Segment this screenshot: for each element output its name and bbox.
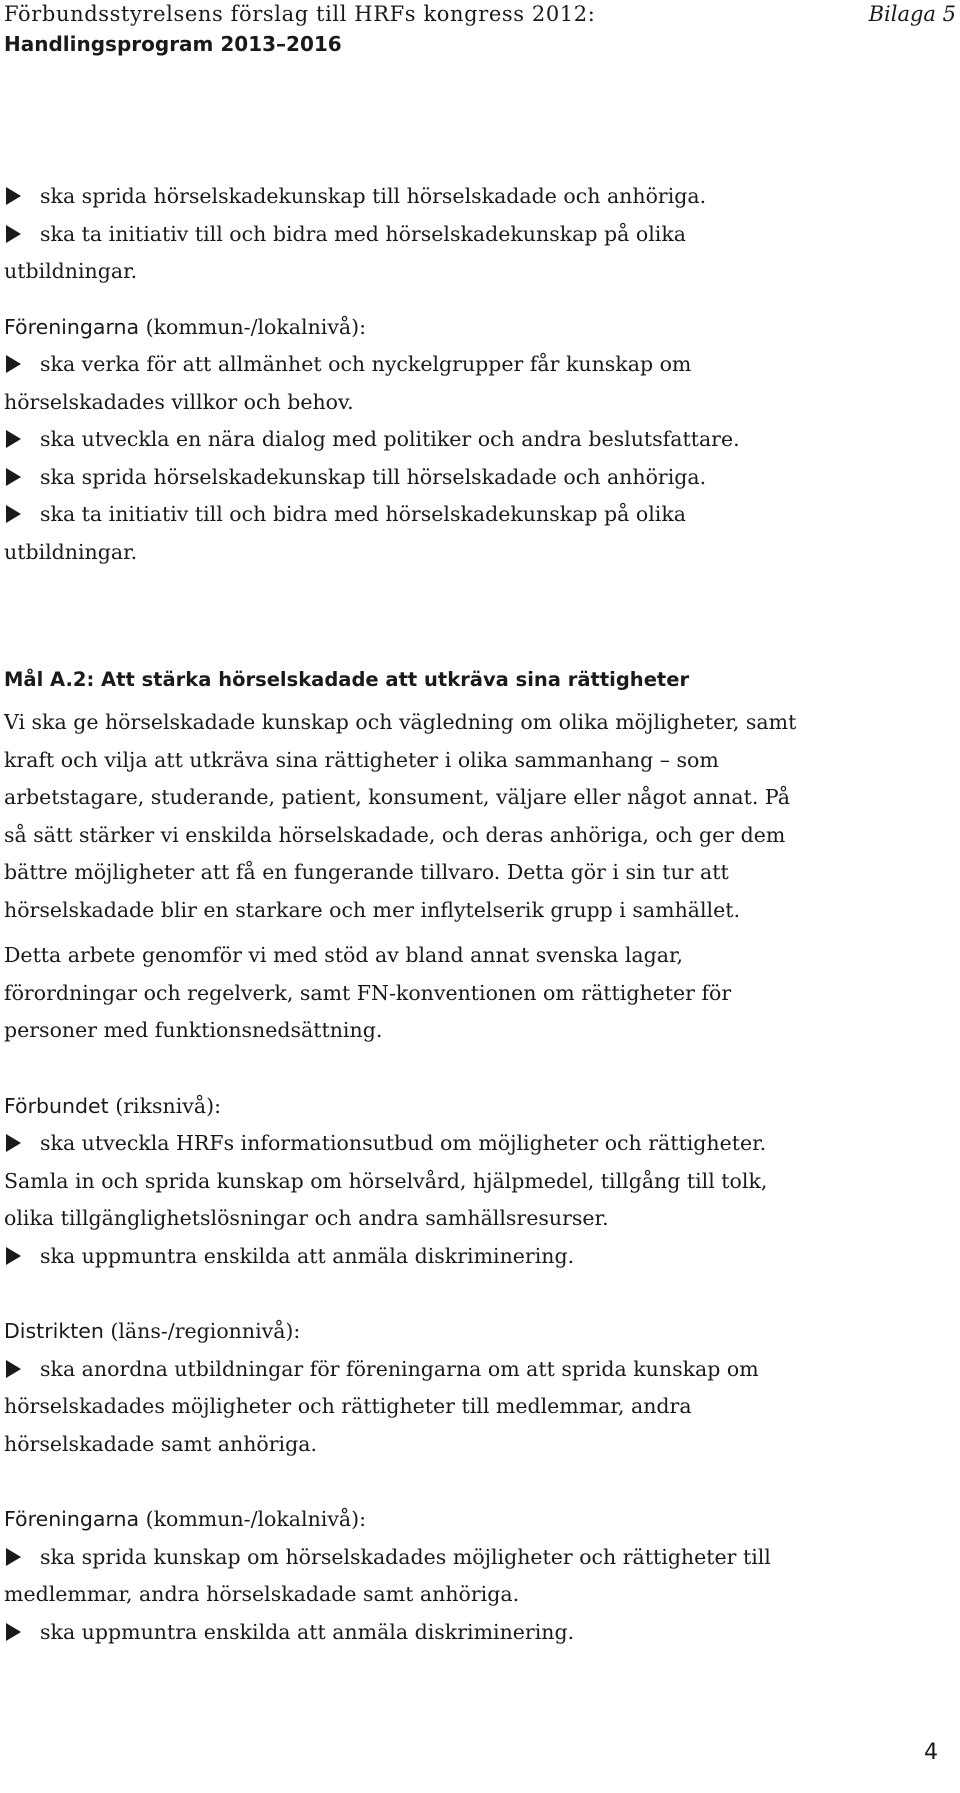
header-subtitle: Handlingsprogram 2013–2016 [4,32,342,56]
list-item: ska utveckla HRFs informationsutbud om möjligheter och rättigheter. Samla in och sprida kunskap om hörselvård, hjälpmedel, tillgång till tolk, olika tillgänglighetslösningar och andra samhällsresurser. [4,1131,768,1230]
triangle-bullet-icon [6,355,21,373]
list-item: ska utveckla en nära dialog med politiker och andra beslutsfattare. [4,421,804,459]
goal-paragraph-1: Vi ska ge hörselskadade kunskap och vägledning om olika möjligheter, samt kraft och vilja att utkräva sina rättigheter i olika sammanhang – som arbetstagare, studerande, patient, konsument, väljare eller något annat. På så sätt stärker vi enskilda hörselskadade, och deras anhöriga, och ger dem bättre möjligheter att få en fungerande tillvaro. Detta gör i sin tur att hörselskadade blir en starkare och mer inflytelserik grupp i samhället. [4,710,797,922]
document-body [4,178,804,1651]
triangle-bullet-icon [6,1623,21,1641]
page-header [4,0,960,62]
bullet-list-foreningarna-1 [4,346,804,571]
triangle-bullet-icon [6,505,21,523]
header-appendix: Bilaga 5 [868,2,956,26]
list-item: ska sprida hörselskadekunskap till hörselskadade och anhöriga. [4,178,804,216]
list-item: ska sprida kunskap om hörselskadades möjligheter och rättigheter till medlemmar, andra hörselskadade samt anhöriga. [4,1544,771,1606]
triangle-bullet-icon [6,225,21,243]
list-item: ska sprida hörselskadekunskap till hörselskadade och anhöriga. [4,459,804,497]
section-label-forbundet: Förbundet (riksnivå): [4,1093,221,1118]
section-label-foreningarna-2: Föreningarna (kommun-/lokalnivå): [4,1507,367,1531]
bullet-list-top [4,178,804,291]
list-item: ska ta initiativ till och bidra med hörselskadekunskap på olika utbildningar. [4,502,686,564]
list-item: ska verka för att allmänhet och nyckelgrupper får kunskap om hörselskadades villkor och behov. [4,352,692,414]
section-label-foreningarna: Föreningarna (kommun-/lokalnivå): [4,314,367,339]
header-title: Förbundsstyrelsens förslag till HRFs kongress 2012: [4,2,596,26]
goal-paragraph-2: Detta arbete genomför vi med stöd av bland annat svenska lagar, förordningar och regelverk, samt FN-konventionen om rättigheter för personer med funktionsnedsättning. [4,943,732,1042]
triangle-bullet-icon [6,430,21,448]
bullet-list-distrikten [4,1351,804,1464]
list-item: ska uppmuntra enskilda att anmäla diskriminering. [4,1614,804,1652]
bullet-list-foreningarna-2 [4,1539,804,1652]
list-item: ska ta initiativ till och bidra med hörselskadekunskap på olika utbildningar. [4,221,686,283]
list-item: ska anordna utbildningar för föreningarna om att sprida kunskap om hörselskadades möjligheter och rättigheter till medlemmar, andra hörselskadade samt anhöriga. [4,1356,759,1456]
triangle-bullet-icon [6,1360,21,1378]
page-number: 4 [924,1740,938,1765]
bullet-list-forbundet [4,1125,804,1275]
triangle-bullet-icon [6,1548,21,1566]
triangle-bullet-icon [6,187,21,205]
list-item: ska uppmuntra enskilda att anmäla diskriminering. [4,1238,804,1276]
triangle-bullet-icon [6,468,21,486]
triangle-bullet-icon [6,1134,21,1152]
section-label-distrikten: Distrikten (läns-/regionnivå): [4,1319,301,1343]
triangle-bullet-icon [6,1247,21,1265]
goal-heading: Mål A.2: Att stärka hörselskadade att utkräva sina rättigheter [4,668,690,691]
